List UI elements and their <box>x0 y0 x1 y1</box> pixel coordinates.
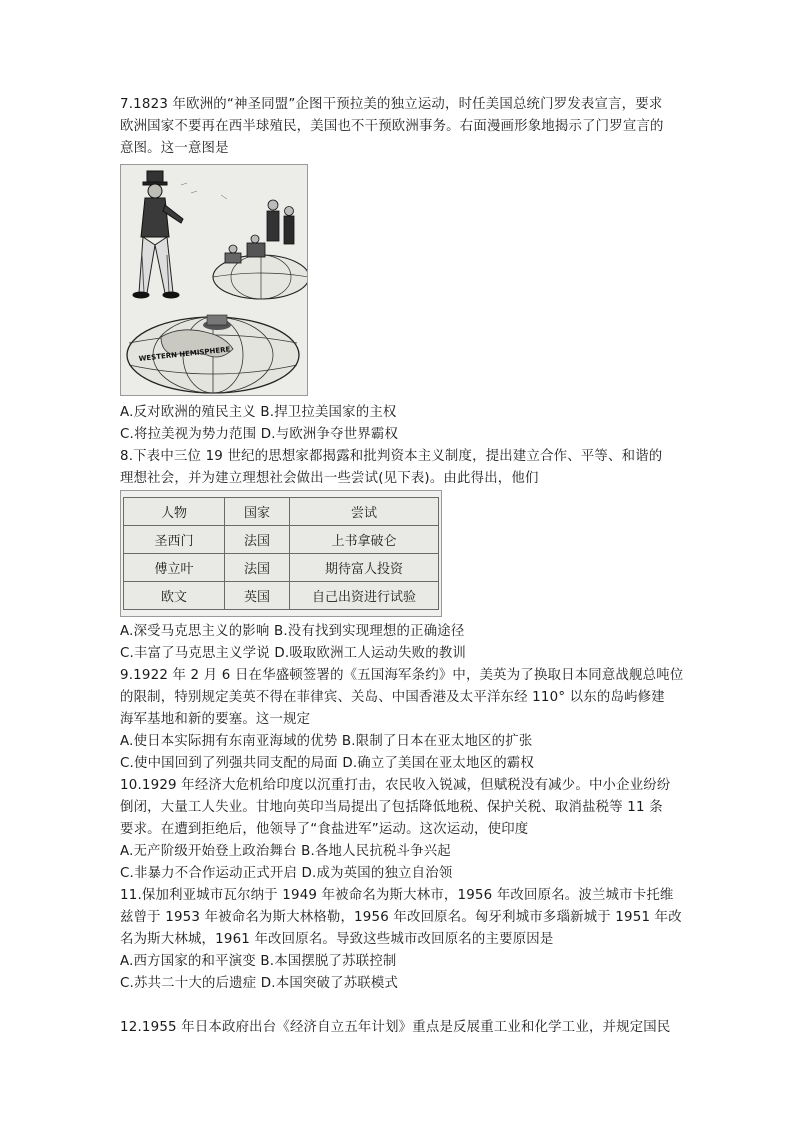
question-8-stem-line-2: 理想社会，并为建立理想社会做出一些尝试(见下表)。由此得出，他们 <box>120 471 539 486</box>
table-cell: 法国 <box>225 526 290 554</box>
question-9-stem-line-1: 9.1922 年 2 月 6 日在华盛顿签署的《五国海军条约》中，美英为了换取日本同意战舰总吨位 <box>120 668 684 683</box>
question-9 <box>120 665 684 775</box>
question-11-stem-line-2: 兹曾于 1953 年被命名为斯大林格勒，1956 年改回原名。匈牙利城市多瑙新城于 1951 年改 <box>120 910 682 925</box>
question-9-options-ab: A.使日本实际拥有东南亚海域的优势 B.限制了日本在亚太地区的扩张 <box>120 734 533 749</box>
question-11-stem-line-3: 名为斯大林城，1961 年改回原名。导致这些城市改回原名的主要原因是 <box>120 932 554 947</box>
cartoon-illustration <box>121 165 307 395</box>
exam-page <box>120 94 684 1039</box>
question-10-options-cd: C.非暴力不合作运动正式开启 D.成为英国的独立自治领 <box>120 866 453 881</box>
question-11 <box>120 885 682 995</box>
question-10-options-ab: A.无产阶级开始登上政治舞台 B.各地人民抗税斗争兴起 <box>120 844 451 859</box>
question-7-stem-line-3: 意图。这一意图是 <box>120 141 229 156</box>
table-cell: 上书拿破仑 <box>290 526 439 554</box>
table-cell: 英国 <box>225 582 290 610</box>
question-11-options-ab: A.西方国家的和平演变 B.本国摆脱了苏联控制 <box>120 954 397 969</box>
question-7-options-ab: A.反对欧洲的殖民主义 B.捍卫拉美国家的主权 <box>120 405 397 420</box>
question-8-options-cd: C.丰富了马克思主义学说 D.吸取欧洲工人运动失败的教训 <box>120 646 467 661</box>
thinkers-table-frame <box>120 490 442 617</box>
question-12 <box>120 1017 676 1039</box>
question-8-options-ab: A.深受马克思主义的影响 B.没有找到实现理想的正确途径 <box>120 624 465 639</box>
monroe-doctrine-cartoon <box>120 164 308 396</box>
table-cell: 期待富人投资 <box>290 554 439 582</box>
question-7-stem-line-2: 欧洲国家不要再在西半球殖民，美国也不干预欧洲事务。右面漫画形象地揭示了门罗宣言的 <box>120 119 664 134</box>
table-row <box>124 554 439 582</box>
question-9-stem-line-3: 海军基地和新的要塞。这一规定 <box>120 712 311 727</box>
table-header-row <box>124 498 439 526</box>
thinkers-table <box>123 497 439 610</box>
question-8-stem-line-1: 8.下表中三位 19 世纪的思想家都揭露和批判资本主义制度，提出建立合作、平等、和谐的 <box>120 449 663 464</box>
question-11-stem-line-1: 11.保加利亚城市瓦尔纳于 1949 年被命名为斯大林市，1956 年改回原名。波兰城市卡托维 <box>120 888 674 903</box>
table-cell: 傅立叶 <box>124 554 225 582</box>
question-7 <box>120 94 676 446</box>
table-header-cell: 人物 <box>124 498 225 526</box>
question-10 <box>120 775 676 885</box>
table-cell: 法国 <box>225 554 290 582</box>
table-row <box>124 526 439 554</box>
question-8 <box>120 446 676 665</box>
table-cell: 欧文 <box>124 582 225 610</box>
question-9-options-cd: C.使中国回到了列强共同支配的局面 D.确立了美国在亚太地区的霸权 <box>120 756 534 771</box>
question-12-stem-line-1: 12.1955 年日本政府出台《经济自立五年计划》重点是反展重工业和化学工业，并规定国民 <box>120 1020 671 1035</box>
question-7-stem-line-1: 7.1823 年欧洲的“神圣同盟”企图干预拉美的独立运动，时任美国总统门罗发表宣言，要求 <box>120 97 663 112</box>
cartoon-label: WESTERN HEMISPHERE <box>138 345 231 363</box>
table-row <box>124 582 439 610</box>
question-9-stem-line-2: 的限制，特别规定美英不得在菲律宾、关岛、中国香港及太平洋东经 110° 以东的岛屿修建 <box>120 690 665 705</box>
table-cell: 自己出资进行试验 <box>290 582 439 610</box>
question-11-options-cd: C.苏共二十大的后遗症 D.本国突破了苏联模式 <box>120 976 399 991</box>
question-10-stem-line-1: 10.1929 年经济大危机给印度以沉重打击，农民收入锐减，但赋税没有减少。中小企业纷纷 <box>120 778 671 793</box>
question-10-stem-line-3: 要求。在遭到拒绝后，他领导了“食盐进军”运动。这次运动，使印度 <box>120 822 529 837</box>
table-header-cell: 尝试 <box>290 498 439 526</box>
question-7-options-cd: C.将拉美视为势力范围 D.与欧洲争夺世界霸权 <box>120 427 399 442</box>
section-spacer <box>120 995 676 1017</box>
question-10-stem-line-2: 倒闭，大量工人失业。甘地向英印当局提出了包括降低地税、保护关税、取消盐税等 11 条 <box>120 800 663 815</box>
table-header-cell: 国家 <box>225 498 290 526</box>
table-cell: 圣西门 <box>124 526 225 554</box>
